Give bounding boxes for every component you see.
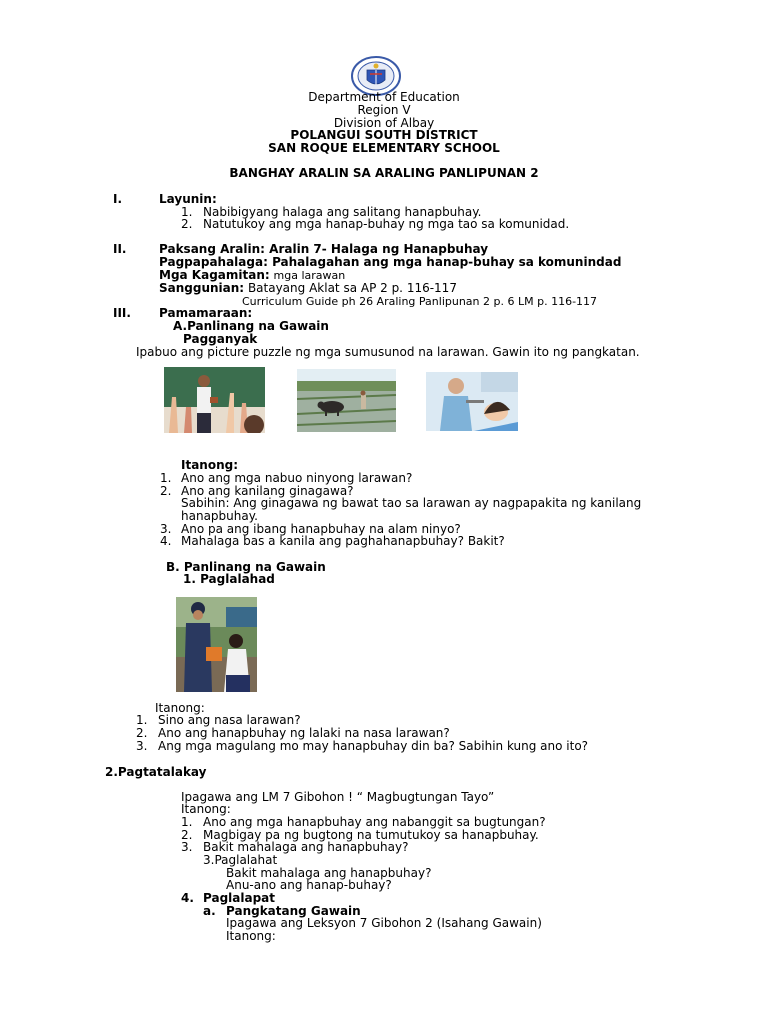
sanggunian-value-2: Curriculum Guide ph 26 Araling Panlipunan 2 p. 6 LM p. 116-117 xyxy=(242,295,598,308)
itanong-3-title: Itanong: xyxy=(181,802,231,816)
paglalapat-title: Paglalapat xyxy=(203,891,276,905)
paksa-value: Aralin 7- Halaga ng Hanapbuhay xyxy=(269,242,489,256)
paglalahat-question: Bakit mahalaga ang hanapbuhay? xyxy=(226,866,432,880)
teacher-photo xyxy=(164,367,265,433)
question-number: 2. xyxy=(181,828,193,842)
pangkatang-title: Pangkatang Gawain xyxy=(226,904,361,918)
plan-title: BANGHAY ARALIN SA ARALING PANLIPUNAN 2 xyxy=(229,166,539,180)
question-text: Sabihin: Ang ginagawa ng bawat tao sa larawan ay nagpapakita ng kanilang xyxy=(181,496,642,510)
itanong-4-title: Itanong: xyxy=(226,929,276,943)
kagamitan-label: Mga Kagamitan: xyxy=(159,268,270,282)
question-text: Ano ang kanilang ginagawa? xyxy=(181,484,354,498)
question-number: 3. xyxy=(136,739,148,753)
question-number: 3. xyxy=(181,840,193,854)
district-name: POLANGUI SOUTH DISTRICT xyxy=(290,128,478,142)
question-number: 1. xyxy=(136,713,148,727)
section-1-title: Layunin: xyxy=(159,192,217,206)
section-3-title: Pamamaraan: xyxy=(159,306,253,320)
sanggunian-value: Batayang Aklat sa AP 2 p. 116-117 xyxy=(247,281,457,295)
objective-text: Natutukoy ang mga hanap-buhay ng mga tao sa komunidad. xyxy=(203,217,570,231)
pangkatang-number: a. xyxy=(203,904,216,918)
question-number: 1. xyxy=(181,815,193,829)
question-text: hanapbuhay. xyxy=(181,509,258,523)
kagamitan-value: mga larawan xyxy=(273,269,346,282)
division-name: Division of Albay xyxy=(333,116,435,130)
panlinang-a-title: A.Panlinang na Gawain xyxy=(173,319,329,333)
pagpapahalaga-label: Pagpapahalaga: xyxy=(159,255,268,269)
pagganyak-title: Pagganyak xyxy=(183,332,258,346)
section-1-number: I. xyxy=(113,192,123,206)
panlinang-b-title: B. Panlinang na Gawain xyxy=(166,560,326,574)
lm-instruction: Ipagawa ang LM 7 Gibohon ! “ Magbugtungan Tayo” xyxy=(181,790,495,804)
region-name: Region V xyxy=(357,103,411,117)
paglalahat-title: 3.Paglalahat xyxy=(203,853,278,867)
question-text: Magbigay pa ng bugtong na tumutukoy sa hanapbuhay. xyxy=(203,828,539,842)
police-photo xyxy=(176,597,257,692)
question-number: 4. xyxy=(160,534,172,548)
itanong-2-title: Itanong: xyxy=(155,701,205,715)
question-text: Ano ang mga hanapbuhay ang nabanggit sa bugtungan? xyxy=(203,815,546,829)
question-text: Ang mga magulang mo may hanapbuhay din ba? Sabihin kung ano ito? xyxy=(158,739,589,753)
section-3-number: III. xyxy=(113,306,131,320)
sanggunian-label: Sanggunian: xyxy=(159,281,245,295)
question-number: 2. xyxy=(160,484,172,498)
question-text: Bakit mahalaga ang hanapbuhay? xyxy=(203,840,409,854)
question-number: 2. xyxy=(136,726,148,740)
pagtatalakay-title: 2.Pagtatalakay xyxy=(105,765,207,779)
puzzle-instruction: Ipabuo ang picture puzzle ng mga sumusunod na larawan. Gawin ito ng pangkatan. xyxy=(136,345,640,359)
objective-number: 1. xyxy=(181,205,193,219)
question-number: 1. xyxy=(160,471,172,485)
department-name: Department of Education xyxy=(308,90,460,104)
question-text: Sino ang nasa larawan? xyxy=(158,713,301,727)
question-number: 3. xyxy=(160,522,172,536)
question-text: Ano pa ang ibang hanapbuhay na alam ninyo? xyxy=(181,522,461,536)
objective-text: Nabibigyang halaga ang salitang hanapbuhay. xyxy=(203,205,482,219)
paglalapat-number: 4. xyxy=(181,891,194,905)
itanong-title: Itanong: xyxy=(181,458,239,472)
paksa-label: Paksang Aralin: xyxy=(159,242,265,256)
pangkatang-instruction: Ipagawa ang Leksyon 7 Gibohon 2 (Isahang Gawain) xyxy=(226,916,542,930)
paglalahad-title: 1. Paglalahad xyxy=(183,572,275,586)
farmer-photo xyxy=(297,369,396,432)
section-2-number: II. xyxy=(113,242,127,256)
objective-number: 2. xyxy=(181,217,193,231)
pagpapahalaga-value: Pahalagahan ang mga hanap-buhay sa komunindad xyxy=(272,255,622,269)
dentist-photo xyxy=(426,372,518,431)
question-text: Ano ang mga nabuo ninyong larawan? xyxy=(181,471,413,485)
question-text: Mahalaga bas a kanila ang paghahanapbuhay? Bakit? xyxy=(181,534,505,548)
school-name: SAN ROQUE ELEMENTARY SCHOOL xyxy=(268,141,500,155)
question-text: Ano ang hanapbuhay ng lalaki na nasa larawan? xyxy=(158,726,450,740)
sanggunian-line xyxy=(159,282,457,295)
paglalahat-question: Anu-ano ang hanap-buhay? xyxy=(226,878,392,892)
